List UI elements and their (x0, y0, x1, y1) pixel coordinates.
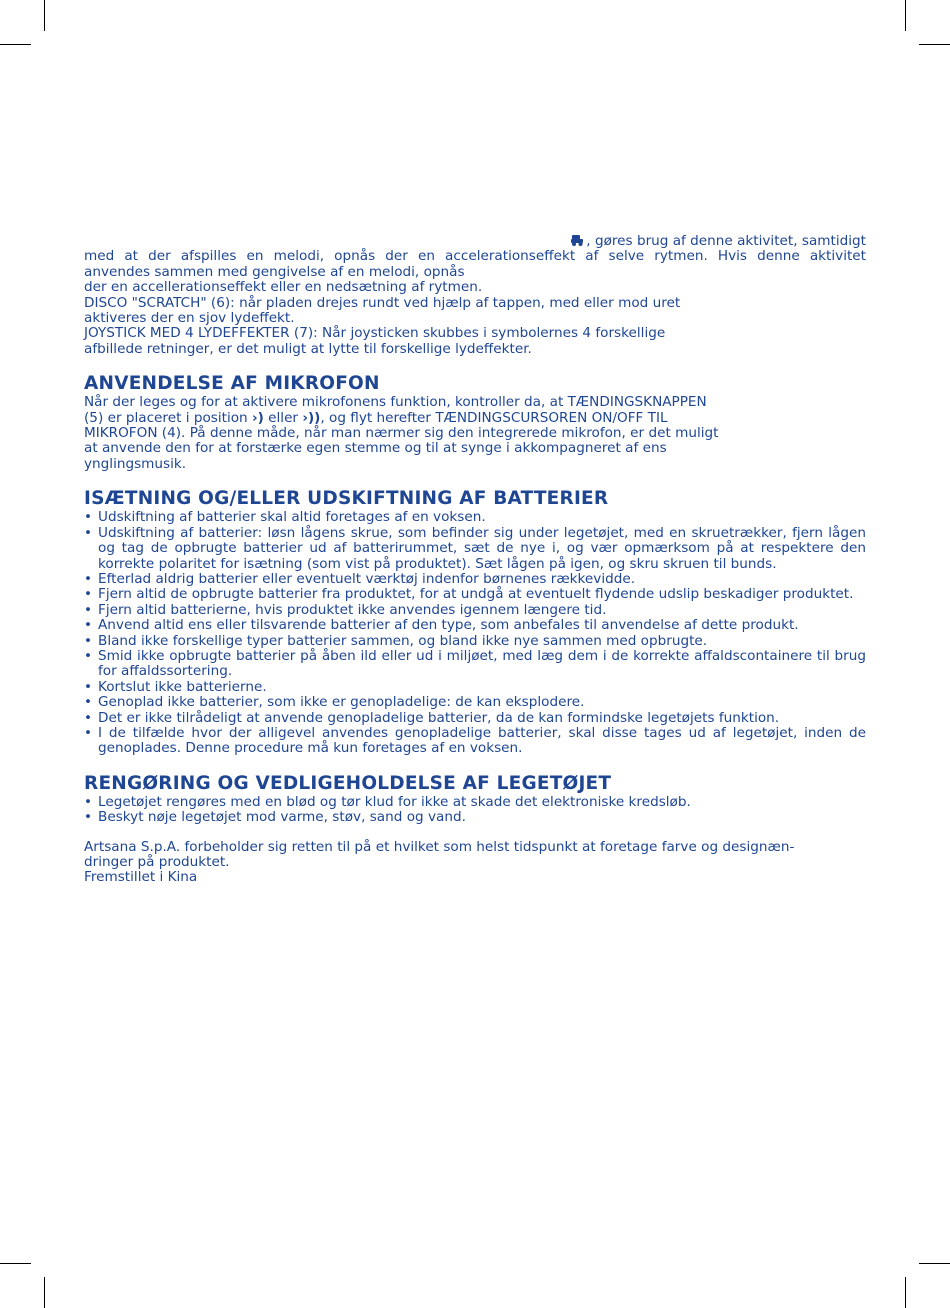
section-heading: RENGØRING OG VEDLIGEHOLDELSE AF LEGETØJET (84, 772, 612, 794)
intro-line: der en accellerationseffekt eller en nedsætning af rytmen. (84, 279, 483, 296)
battery-list (84, 510, 866, 757)
microphone-text: (5) er placeret i position (84, 409, 252, 426)
list-item-text: I de tilfælde hvor der alligevel anvendes genopladelige batterier, skal disse tages ud af legetøjet, inden de genoplades. Denne procedure må kun foretages af en voksen. (98, 724, 866, 757)
list-item (84, 587, 866, 602)
list-item-text: Fjern altid batterierne, hvis produktet ikke anvendes igennem længere tid. (98, 601, 607, 618)
list-item-text: Udskiftning af batterier skal altid foretages af en voksen. (98, 509, 486, 526)
list-item (84, 680, 866, 695)
spacer (84, 757, 866, 773)
intro-line: aktiveres der en sjov lydeffekt. (84, 310, 295, 327)
spacer (84, 472, 866, 488)
bullet: • (84, 694, 93, 711)
list-item-text: Kortslut ikke batterierne. (98, 678, 267, 695)
batteries-section (84, 488, 866, 757)
list-item (84, 726, 866, 757)
list-item (84, 572, 866, 587)
toy-icon (571, 235, 584, 246)
bullet: • (84, 509, 93, 526)
microphone-line (84, 411, 866, 426)
list-item (84, 526, 866, 572)
list-item (84, 510, 866, 525)
list-item (84, 795, 866, 810)
section-heading: ISÆTNING OG/ELLER UDSKIFTNING AF BATTERIER (84, 488, 609, 510)
microphone-line: MIKROFON (4). På denne måde, når man nærmer sig den integrerede mikrofon, er det muligt (84, 425, 719, 442)
microphone-text: eller (263, 409, 303, 426)
sound-low-symbol: ›) (252, 409, 264, 426)
crop-mark (905, 0, 906, 31)
bullet: • (84, 724, 93, 741)
document-body (84, 234, 866, 886)
intro-line: med at der afspilles en melodi, opnås der en accelerationseffekt af selve rytmen. Hvis denne aktivitet (84, 248, 866, 265)
cleaning-section (84, 773, 866, 826)
crop-mark (919, 1263, 950, 1264)
list-item (84, 603, 866, 618)
bullet: • (84, 809, 93, 826)
bullet: • (84, 647, 93, 664)
crop-mark (0, 1263, 31, 1264)
microphone-line: Når der leges og for at aktivere mikrofonens funktion, kontroller da, at TÆNDINGSKNAPPEN (84, 394, 707, 411)
footer-line: Fremstillet i Kina (84, 869, 198, 886)
microphone-text: , og flyt herefter TÆNDINGSCURSOREN ON/OFF TIL (320, 409, 668, 426)
spacer (84, 357, 866, 373)
footer-line: dringer på produktet. (84, 854, 230, 870)
microphone-section (84, 373, 866, 472)
list-item-text: Udskiftning af batterier: løsn lågens skrue, som befinder sig under legetøjet, med en skruetrækker, fjern lågen og tag de opbrugte batterier ud af batterirummet, sæt de nye i, og vær opmærksom på at respektere den korrekte polaritet for isætning (som vist på produktet). Sæt lågen på igen, og skru skruen til bunds. (98, 524, 866, 572)
list-item (84, 810, 866, 825)
bullet: • (84, 793, 93, 810)
footer-section (84, 840, 866, 886)
intro-section (84, 234, 866, 357)
intro-line: DISCO "SCRATCH" (6): når pladen drejes rundt ved hjælp af tappen, med eller mod uret (84, 294, 681, 311)
bullet: • (84, 524, 93, 541)
crop-mark (919, 44, 950, 45)
bullet: • (84, 632, 93, 649)
list-item (84, 711, 866, 726)
intro-text: , gøres brug af denne aktivitet, samtidigt (586, 233, 866, 249)
list-item (84, 634, 866, 649)
crop-mark (905, 1277, 906, 1308)
list-item-text: Legetøjet rengøres med en blød og tør klud for ikke at skade det elektroniske kredsløb. (98, 793, 691, 810)
microphone-line: ynglingsmusik. (84, 455, 187, 472)
crop-mark (44, 0, 45, 31)
list-item (84, 649, 866, 680)
list-item-text: Efterlad aldrig batterier eller eventuelt værktøj indenfor børnenes rækkevidde. (98, 570, 636, 587)
list-item-text: Fjern altid de opbrugte batterier fra produktet, for at undgå at eventuelt flydende udslip beskadiger produktet. (98, 586, 854, 603)
list-item (84, 695, 866, 710)
bullet: • (84, 601, 93, 618)
crop-mark (0, 44, 31, 45)
bullet: • (84, 570, 93, 587)
cleaning-list (84, 795, 866, 826)
sound-high-symbol: ›)) (302, 409, 321, 426)
list-item-text: Det er ikke tilrådeligt at anvende genopladelige batterier, da de kan formindske legetøjets funktion. (98, 709, 780, 726)
list-item-text: Smid ikke opbrugte batterier på åben ild eller ud i miljøet, med læg dem i de korrekte affaldscontainere til brug for affaldssortering. (98, 647, 866, 680)
list-item-text: Anvend altid ens eller tilsvarende batterier af den type, som anbefales til anvendelse af dette produkt. (98, 617, 799, 634)
footer-line: Artsana S.p.A. forbeholder sig retten til på et hvilket som helst tidspunkt at foretage farve og designæn- (84, 838, 795, 855)
bullet: • (84, 678, 93, 695)
spacer (84, 826, 866, 840)
intro-line: afbillede retninger, er det muligt at lytte til forskellige lydeffekter. (84, 340, 532, 357)
list-item-text: Beskyt nøje legetøjet mod varme, støv, sand og vand. (98, 809, 466, 826)
intro-line: anvendes sammen med gengivelse af en melodi, opnås (84, 263, 465, 280)
bullet: • (84, 709, 93, 726)
bullet: • (84, 586, 93, 603)
microphone-line: at anvende den for at forstærke egen stemme og til at synge i akkompagneret af ens (84, 440, 667, 457)
crop-mark (44, 1277, 45, 1308)
list-item (84, 618, 866, 633)
list-item-text: Bland ikke forskellige typer batterier sammen, og bland ikke nye sammen med opbrugte. (98, 632, 708, 649)
section-heading: ANVENDELSE AF MIKROFON (84, 373, 380, 395)
bullet: • (84, 617, 93, 634)
list-item-text: Genoplad ikke batterier, som ikke er genopladelige: de kan eksplodere. (98, 694, 585, 711)
intro-line: JOYSTICK MED 4 LYDEFFEKTER (7): Når joysticken skubbes i symbolernes 4 forskellige (84, 325, 666, 342)
